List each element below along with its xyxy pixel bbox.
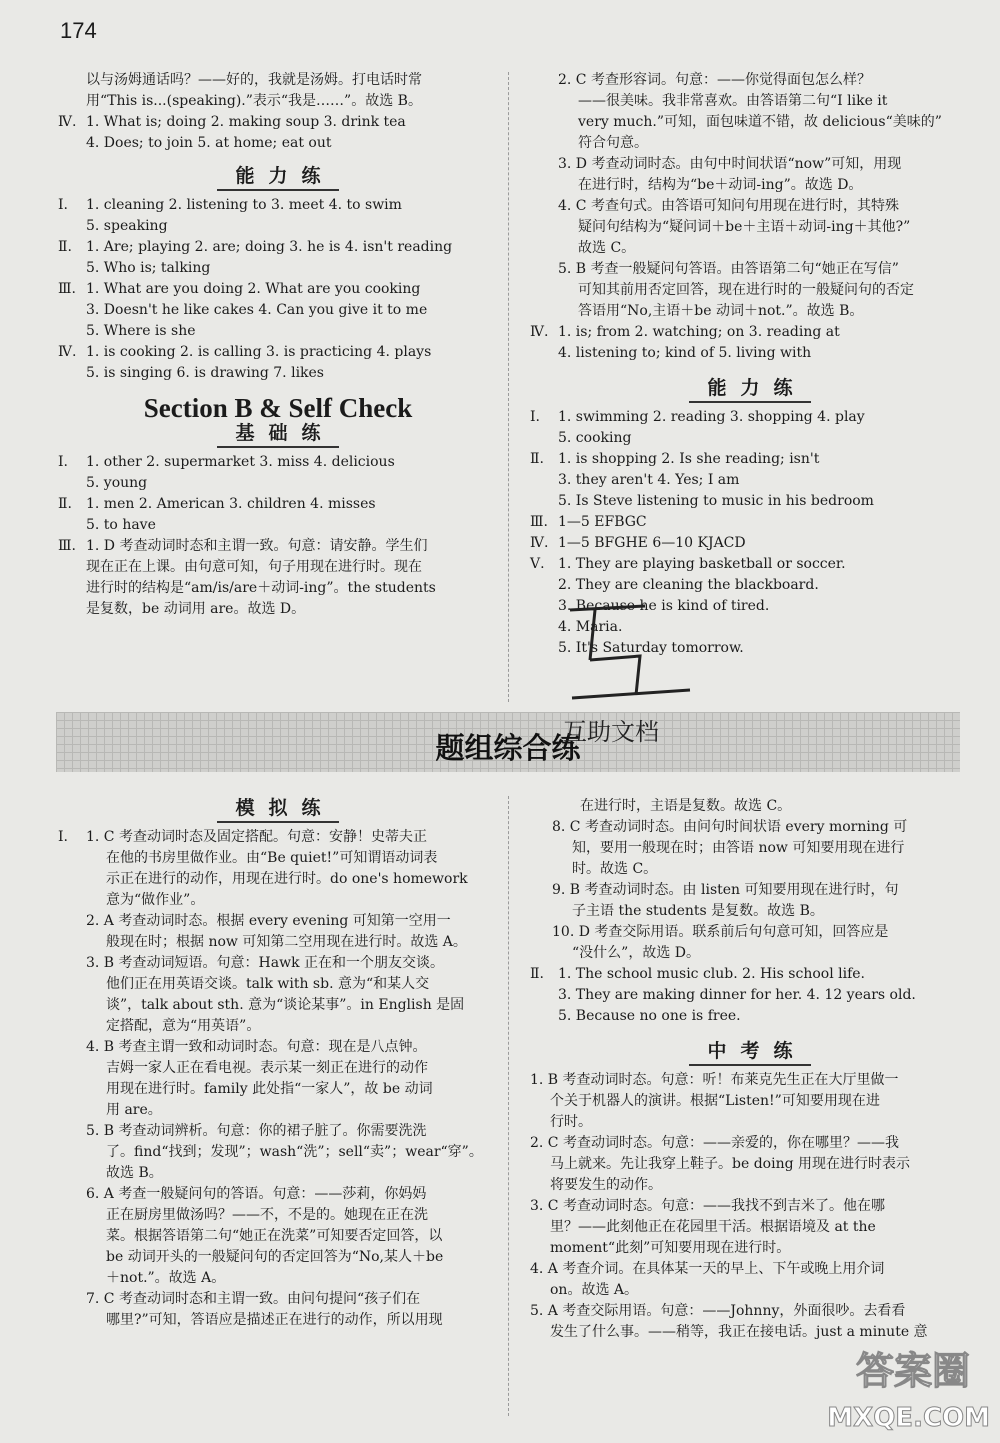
answer-line: 马上就来。先让我穿上鞋子。be doing 用现在进行时表示 xyxy=(550,1156,910,1172)
page-number: 174 xyxy=(60,18,97,43)
section-heading-text: 基础练 xyxy=(217,422,338,448)
answer-line: 1. is cooking 2. is calling 3. is practicing 4. plays xyxy=(86,344,432,360)
group-label: Ⅳ. xyxy=(530,324,549,340)
explanation-item xyxy=(530,70,970,154)
group-label: Ⅳ. xyxy=(530,535,549,551)
explanation-item xyxy=(86,1289,498,1331)
explanation-item xyxy=(552,922,970,964)
answer-line: 5. B 考查一般疑问句答语。由答语第二句“她正在写信” xyxy=(558,261,899,277)
answer-group xyxy=(58,342,498,384)
top-left-column xyxy=(58,70,498,620)
answer-line: 答语用“No,主语＋be 动词＋not.”。故选 B。 xyxy=(578,303,864,319)
answer-line: 发生了什么事。——稍等，我正在接电话。just a minute 意 xyxy=(550,1324,928,1340)
banner xyxy=(56,712,960,772)
explanation-item xyxy=(530,259,970,322)
answer-line: 5. is singing 6. is drawing 7. likes xyxy=(86,365,324,381)
answer-line: ——很美味。我非常喜欢。由答语第二句“I like it xyxy=(578,93,888,109)
answer-group xyxy=(58,279,498,342)
group-label: Ⅳ. xyxy=(58,114,77,130)
group-label: Ⅴ. xyxy=(530,556,545,572)
answer-group xyxy=(58,494,498,536)
group-label: Ⅳ. xyxy=(58,344,77,360)
section-heading xyxy=(530,378,970,399)
ability-answers xyxy=(58,195,498,384)
answer-line: 5. speaking xyxy=(86,218,168,234)
answer-line: 了。find“找到；发现”；wash“洗”；sell“卖”；wear“穿”。 xyxy=(106,1144,483,1160)
explanation-item xyxy=(86,953,498,1037)
answer-line: 1—5 EFBGC xyxy=(558,514,647,530)
handwritten-note: 互助文档 xyxy=(563,718,659,746)
watermark-brand: 答案圈 xyxy=(855,1349,970,1393)
answer-line: 哪里?”可知，答语应是描述正在进行的动作，所以用现 xyxy=(106,1312,443,1328)
explanation-item xyxy=(530,1196,970,1259)
answer-line: 5. Where is she xyxy=(86,323,196,339)
bottom-right-column xyxy=(530,796,970,1343)
group-label: Ⅱ. xyxy=(58,496,72,512)
banner-title: 题组综合练 xyxy=(435,731,581,765)
section-heading-text: 能力练 xyxy=(217,165,338,191)
answer-line: 示正在进行的动作，用现在进行时。do one's homework xyxy=(106,871,468,887)
answer-line: 故选 B。 xyxy=(106,1165,163,1181)
section-title: Section B & Self Check xyxy=(143,393,413,423)
explanation-item xyxy=(530,1259,970,1301)
explanation-item xyxy=(86,1037,498,1121)
answer-line: 行时。 xyxy=(550,1114,592,1130)
group-label: Ⅲ. xyxy=(58,281,76,297)
section-heading xyxy=(58,166,498,187)
group-label: Ⅲ. xyxy=(530,514,548,530)
explanation-item xyxy=(552,817,970,880)
answer-line: 谈”，talk about sth. 意为“谈论某事”。in English 是固 xyxy=(106,997,465,1013)
answer-line: 可知其前用否定回答，现在进行时的一般疑问句的否定 xyxy=(578,282,914,298)
answer-line: 1—5 BFGHE 6—10 KJACD xyxy=(558,535,746,551)
answer-line: 现在正在上课。由句意可知，句子用现在进行时。现在 xyxy=(86,559,422,575)
answer-line: 2. They are cleaning the blackboard. xyxy=(558,577,819,593)
answer-line: 5. to have xyxy=(86,517,156,533)
answer-line: 般现在时；根据 now 可知第二空用现在进行时。故选 A。 xyxy=(106,934,467,950)
answer-line: 3. D 考查动词时态。由句中时间状语“now”可知，用现 xyxy=(558,156,902,172)
explanation-item xyxy=(530,1070,970,1133)
answer-line: 吉姆一家人正在看电视。表示某一刻正在进行的动作 xyxy=(106,1060,428,1076)
group-label: Ⅰ. xyxy=(58,829,68,845)
answer-group xyxy=(58,237,498,279)
answer-line: 1. Are; playing 2. are; doing 3. he is 4. isn't reading xyxy=(86,239,453,255)
explanation-item xyxy=(552,880,970,922)
answer-line: 3. C 考查动词时态。句意：——我找不到吉米了。他在哪 xyxy=(530,1198,885,1214)
section-heading-text: 能力练 xyxy=(689,377,810,403)
column-divider-bottom xyxy=(508,796,509,1416)
continued-line: 在进行时，主语是复数。故选 C。 xyxy=(580,798,792,814)
group-label: Ⅱ. xyxy=(530,966,544,982)
answer-line: 时。故选 C。 xyxy=(572,861,658,877)
explanation-item xyxy=(530,1133,970,1196)
answer-line: ＋not.”。故选 A。 xyxy=(106,1270,226,1286)
answer-line: 3. Because he is kind of tired. xyxy=(558,598,770,614)
answer-line: 3. B 考查动词短语。句意：Hawk 正在和一个朋友交谈。 xyxy=(86,955,445,971)
answer-line: 1. men 2. American 3. children 4. misses xyxy=(86,496,376,512)
explanation-item xyxy=(86,1184,498,1289)
answer-line: 5. It's Saturday tomorrow. xyxy=(558,640,744,656)
section-heading-text: 模拟练 xyxy=(217,797,338,823)
answer-line: 4. A 考查介词。在具体某一天的早上、下午或晚上用介词 xyxy=(530,1261,885,1277)
group-label: Ⅱ. xyxy=(58,239,72,255)
answer-line: 6. A 考查一般疑问句的答语。句意：——莎莉，你妈妈 xyxy=(86,1186,427,1202)
answer-line: 5. B 考查动词辨析。句意：你的裙子脏了。你需要洗洗 xyxy=(86,1123,427,1139)
answer-group xyxy=(530,322,970,364)
answer-line: 1. cleaning 2. listening to 3. meet 4. to swim xyxy=(86,197,402,213)
answer-line: 9. B 考查动词时态。由 listen 可知要用现在进行时，句 xyxy=(552,882,899,898)
answer-line: 2. C 考查形容词。句意：——你觉得面包怎么样？ xyxy=(558,72,871,88)
section-heading xyxy=(58,798,498,819)
answer-line: 个关于机器人的演讲。根据“Listen!”可知要用现在进 xyxy=(550,1093,880,1109)
section-heading xyxy=(530,1041,970,1062)
group-label: Ⅲ. xyxy=(58,538,76,554)
answer-line: on。故选 A。 xyxy=(550,1282,639,1298)
exam-answers xyxy=(530,1070,970,1343)
answer-line: 进行时的结构是“am/is/are＋动词-ing”。the students xyxy=(86,580,436,596)
handwritten-mark xyxy=(560,600,700,720)
watermark-url: MXQE.COM xyxy=(827,1403,990,1433)
answer-line: 意为“做作业”。 xyxy=(106,892,205,908)
answer-line: 符合句意。 xyxy=(578,135,648,151)
answer-group xyxy=(530,449,970,512)
answer-line: 1. swimming 2. reading 3. shopping 4. play xyxy=(558,409,865,425)
intro-line: 用“This is...(speaking).”表示“我是……”。故选 B。 xyxy=(86,93,422,109)
answer-line: 1. The school music club. 2. His school life. xyxy=(558,966,865,982)
explanation-item xyxy=(530,196,970,259)
answer-line: 1. C 考查动词时态及固定搭配。句意：安静！史蒂夫正 xyxy=(86,829,427,845)
top-right-column xyxy=(530,70,970,659)
answer-line: 3. Doesn't he like cakes 4. Can you give it to me xyxy=(86,302,428,318)
answer-line: 4. Maria. xyxy=(558,619,623,635)
answer-line: 定搭配，意为“用英语”。 xyxy=(106,1018,261,1034)
basic-answers xyxy=(58,452,498,620)
answer-line: 用现在进行时。family 此处指“一家人”，故 be 动词 xyxy=(106,1081,433,1097)
answer-line: 5. Who is; talking xyxy=(86,260,211,276)
answer-line: 故选 C。 xyxy=(578,240,636,256)
answer-line: 是复数，be 动词用 are。故选 D。 xyxy=(86,601,306,617)
answer-line: 10. D 考查交际用语。联系前后句句意可知，回答应是 xyxy=(552,924,889,940)
answer-line: 1. What is; doing 2. making soup 3. drink tea xyxy=(86,114,406,130)
column-divider-top xyxy=(508,72,509,702)
section-heading-text: 中考练 xyxy=(689,1040,810,1066)
answer-line: 将要发生的动作。 xyxy=(550,1177,662,1193)
answer-line: 2. C 考查动词时态。句意：——亲爱的，你在哪里？——我 xyxy=(530,1135,899,1151)
answer-line: 在进行时，结构为“be＋动词-ing”。故选 D。 xyxy=(578,177,863,193)
answer-group xyxy=(530,407,970,449)
answer-line: 5. Is Steve listening to music in his bedroom xyxy=(558,493,874,509)
answer-group xyxy=(58,827,498,1331)
explanation-item xyxy=(86,827,498,911)
answer-line: 4. listening to; kind of 5. living with xyxy=(558,345,812,361)
group-label: Ⅰ. xyxy=(530,409,540,425)
explanation-item xyxy=(86,1121,498,1184)
answer-line: 4. Does; to join 5. at home; eat out xyxy=(86,135,332,151)
answer-line: 1. What are you doing 2. What are you cooking xyxy=(86,281,421,297)
answer-group xyxy=(58,452,498,494)
answer-line: 1. is shopping 2. Is she reading; isn't xyxy=(558,451,820,467)
answer-line: 7. C 考查动词时态和主谓一致。由问句提问“孩子们在 xyxy=(86,1291,421,1307)
answer-line: 4. C 考查句式。由答语可知问句用现在进行时，其特殊 xyxy=(558,198,899,214)
explanation-item xyxy=(86,911,498,953)
answer-line: 在他的书房里做作业。由“Be quiet!”可知谓语动词表 xyxy=(106,850,438,866)
answer-line: 1. B 考查动词时态。句意：听！布莱克先生正在大厅里做一 xyxy=(530,1072,899,1088)
answer-line: 子主语 the students 是复数。故选 B。 xyxy=(572,903,824,919)
answer-line: 疑问句结构为“疑问词＋be＋主语＋动词-ing＋其他?” xyxy=(578,219,911,235)
answer-line: 5. A 考查交际用语。句意：——Johnny，外面很吵。去看看 xyxy=(530,1303,906,1319)
answer-line: 8. C 考查动词时态。由问句时间状语 every morning 可 xyxy=(552,819,908,835)
answer-line: moment“此刻”可知要用现在进行时。 xyxy=(550,1240,791,1256)
explanation-list xyxy=(530,817,970,964)
answer-group xyxy=(530,512,970,533)
answer-group xyxy=(530,533,970,554)
answer-line: “没什么”，故选 D。 xyxy=(572,945,700,961)
answer-line: 1. other 2. supermarket 3. miss 4. delicious xyxy=(86,454,395,470)
group-label: Ⅰ. xyxy=(58,197,68,213)
answer-line: 3. They are making dinner for her. 4. 12 years old. xyxy=(558,987,916,1003)
answer-group xyxy=(530,964,970,1027)
explanation-item xyxy=(530,154,970,196)
group-label: Ⅱ. xyxy=(530,451,544,467)
answer-line: 5. young xyxy=(86,475,148,491)
answer-line: 知，要用一般现在时；由答语 now 可知要用现在进行 xyxy=(572,840,905,856)
answer-line: 正在厨房里做汤吗？——不，不是的。她现在正在洗 xyxy=(106,1207,428,1223)
explanation-item xyxy=(530,1301,970,1343)
section-heading xyxy=(58,423,498,444)
bottom-left-column xyxy=(58,796,498,1331)
answer-group xyxy=(58,195,498,237)
answer-group xyxy=(58,536,498,620)
answer-line: 5. cooking xyxy=(558,430,632,446)
answer-line: 1. D 考查动词时态和主谓一致。句意：请安静。学生们 xyxy=(86,538,428,554)
answer-group xyxy=(58,112,498,154)
answer-line: 1. is; from 2. watching; on 3. reading at xyxy=(558,324,840,340)
answer-line: 菜。根据答语第二句“她正在洗菜”可知要否定回答，以 xyxy=(106,1228,443,1244)
answer-line: 里？——此刻他正在花园里干活。根据语境及 at the xyxy=(550,1219,876,1235)
answer-line: very much.”可知，面包味道不错，故 delicious“美味的” xyxy=(578,114,942,130)
intro-line: 以与汤姆通话吗？——好的，我就是汤姆。打电话时常 xyxy=(86,72,422,88)
answer-line: 他们正在用英语交谈。talk with sb. 意为“和某人交 xyxy=(106,976,430,992)
answer-line: 用 are。 xyxy=(106,1102,162,1118)
answer-line: 3. they aren't 4. Yes; I am xyxy=(558,472,740,488)
answer-line: be 动词开头的一般疑问句的否定回答为“No,某人＋be xyxy=(106,1249,444,1265)
answer-line: 4. B 考查主谓一致和动词时态。句意：现在是八点钟。 xyxy=(86,1039,427,1055)
group-label: Ⅰ. xyxy=(58,454,68,470)
answer-line: 1. They are playing basketball or soccer. xyxy=(558,556,846,572)
answer-line: 5. Because no one is free. xyxy=(558,1008,741,1024)
answer-line: 2. A 考查动词时态。根据 every evening 可知第一空用一 xyxy=(86,913,451,929)
explanation-list xyxy=(530,70,970,322)
